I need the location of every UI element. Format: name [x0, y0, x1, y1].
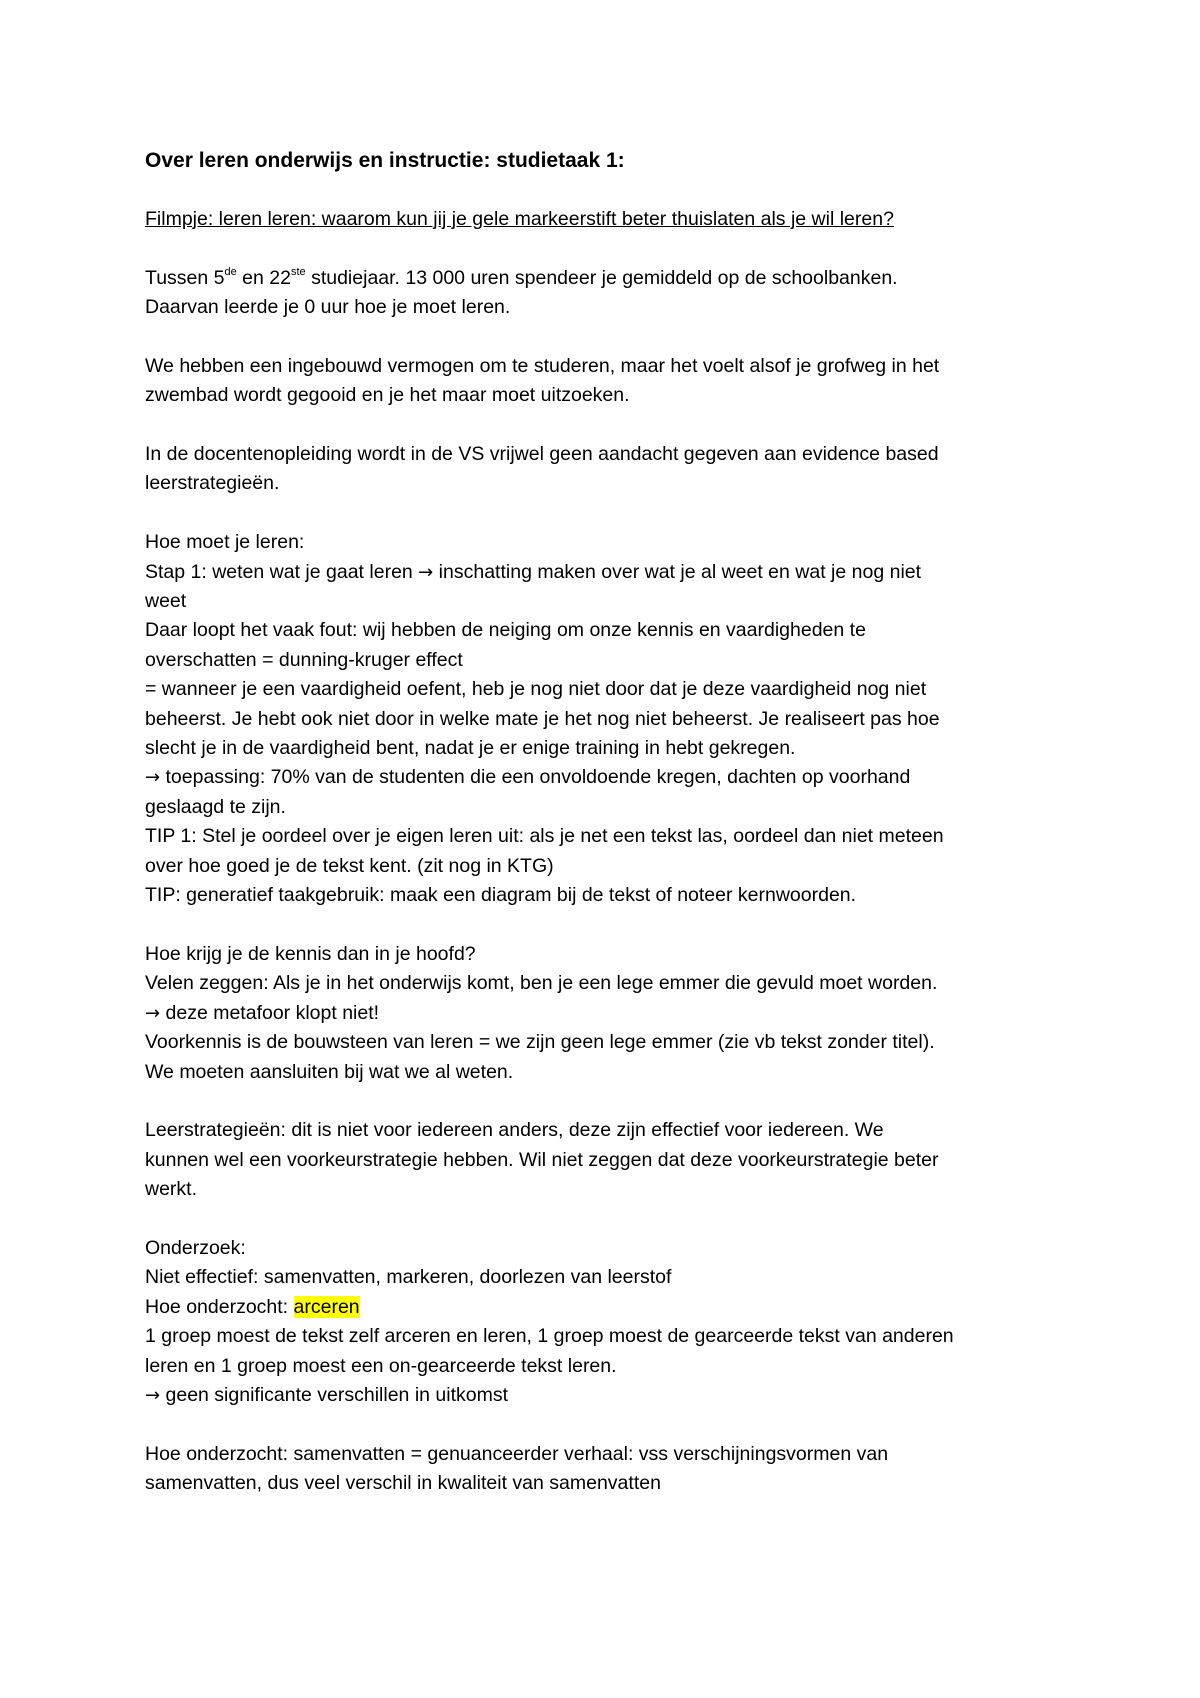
text-line: → toepassing: 70% van de studenten die een onvoldoende kregen, dachten op voorhand — [145, 766, 911, 789]
text-line: weet — [145, 590, 187, 613]
text-line: In de docentenopleiding wordt in de VS vrijwel geen aandacht gegeven aan evidence based — [145, 443, 939, 465]
text-line: Tussen 5de en 22ste studiejaar. 13 000 uren spendeer je gemiddeld op de schoolbanken. — [145, 266, 898, 289]
paragraph-kennis-in-hoofd — [145, 940, 1070, 1087]
text-line: Hoe krijg je de kennis dan in je hoofd? — [145, 942, 476, 965]
text-line: Daar loopt het vaak fout: wij hebben de neiging om onze kennis en vaardigheden te — [145, 619, 866, 642]
text-line: Velen zeggen: Als je in het onderwijs komt, ben je een lege emmer die gevuld moet worden. — [145, 972, 938, 995]
text-line: beheerst. Je hebt ook niet door in welke mate je het nog niet beheerst. Je realiseert pas hoe — [145, 707, 940, 730]
text-line: Hoe moet je leren: — [145, 531, 305, 554]
document-subtitle: Filmpje: leren leren: waarom kun jij je gele markeerstift beter thuislaten als je wil leren? — [145, 207, 894, 230]
document-title: Over leren onderwijs en instructie: studietaak 1: — [145, 149, 625, 172]
text-line: TIP: generatief taakgebruik: maak een diagram bij de tekst of noteer kernwoorden. — [145, 884, 857, 907]
text-line: Leerstrategieën: dit is niet voor iedereen anders, deze zijn effectief voor iedereen. We — [145, 1119, 884, 1142]
text-line: leerstrategieën. — [145, 472, 280, 495]
arrow-right-icon: → — [145, 1384, 161, 1406]
paragraph-vermogen — [145, 352, 1070, 411]
text-line: We hebben een ingebouwd vermogen om te studeren, maar het voelt alsof je grofweg in het — [145, 354, 940, 377]
text-line: TIP 1: Stel je oordeel over je eigen leren uit: als je net een tekst las, oordeel dan niet meteen — [145, 825, 944, 848]
text-line: kunnen wel een voorkeurstrategie hebben. Wil niet zeggen dat deze voorkeurstrategie beter — [145, 1148, 939, 1171]
text-line: Voorkennis is de bouwsteen van leren = we zijn geen lege emmer (zie vb tekst zonder titel). — [145, 1031, 935, 1054]
paragraph-samenvatten — [145, 1440, 1070, 1499]
text-line: over hoe goed je de tekst kent. (zit nog in KTG) — [145, 854, 554, 877]
text-line: Niet effectief: samenvatten, markeren, doorlezen van leerstof — [145, 1266, 672, 1289]
text-line: = wanneer je een vaardigheid oefent, heb je nog niet door dat je deze vaardigheid nog niet — [145, 678, 927, 701]
text-line: 1 groep moest de tekst zelf arceren en leren, 1 groep moest de gearceerde tekst van anderen — [145, 1325, 954, 1348]
paragraph-docentenopleiding — [145, 440, 1070, 499]
text-line: We moeten aansluiten bij wat we al weten. — [145, 1060, 514, 1083]
paragraph-leerstrategieen — [145, 1116, 1070, 1204]
text-line: Hoe onderzocht: samenvatten = genuanceerder verhaal: vss verschijningsvormen van — [145, 1442, 889, 1465]
paragraph-onderzoek — [145, 1234, 1070, 1410]
paragraph-hoe-moet-je-leren — [145, 528, 1070, 910]
text-line: → geen significante verschillen in uitkomst — [145, 1383, 509, 1406]
text-line: overschatten = dunning-kruger effect — [145, 648, 463, 671]
text-line: samenvatten, dus veel verschil in kwaliteit van samenvatten — [145, 1472, 661, 1495]
text-line: Stap 1: weten wat je gaat leren → inschatting maken over wat je al weet en wat je nog niet — [145, 560, 922, 583]
text-line: Daarvan leerde je 0 uur hoe je moet leren. — [145, 296, 511, 318]
text-line: leren en 1 groep moest een on-gearceerde tekst leren. — [145, 1354, 617, 1377]
text-line: zwembad wordt gegooid en je het maar moet uitzoeken. — [145, 384, 630, 407]
text-line: werkt. — [145, 1178, 198, 1201]
arrow-right-icon: → — [418, 561, 434, 583]
text-line: Onderzoek: — [145, 1236, 246, 1259]
highlighted-text: arceren — [293, 1295, 360, 1318]
text-line: Hoe onderzocht: arceren — [145, 1295, 360, 1318]
arrow-right-icon: → — [145, 1002, 161, 1024]
arrow-right-icon: → — [145, 767, 161, 789]
text-line: → deze metafoor klopt niet! — [145, 1001, 380, 1024]
text-line: geslaagd te zijn. — [145, 795, 286, 818]
paragraph-intro — [145, 264, 1070, 323]
text-line: slecht je in de vaardigheid bent, nadat je er enige training in hebt gekregen. — [145, 737, 796, 760]
